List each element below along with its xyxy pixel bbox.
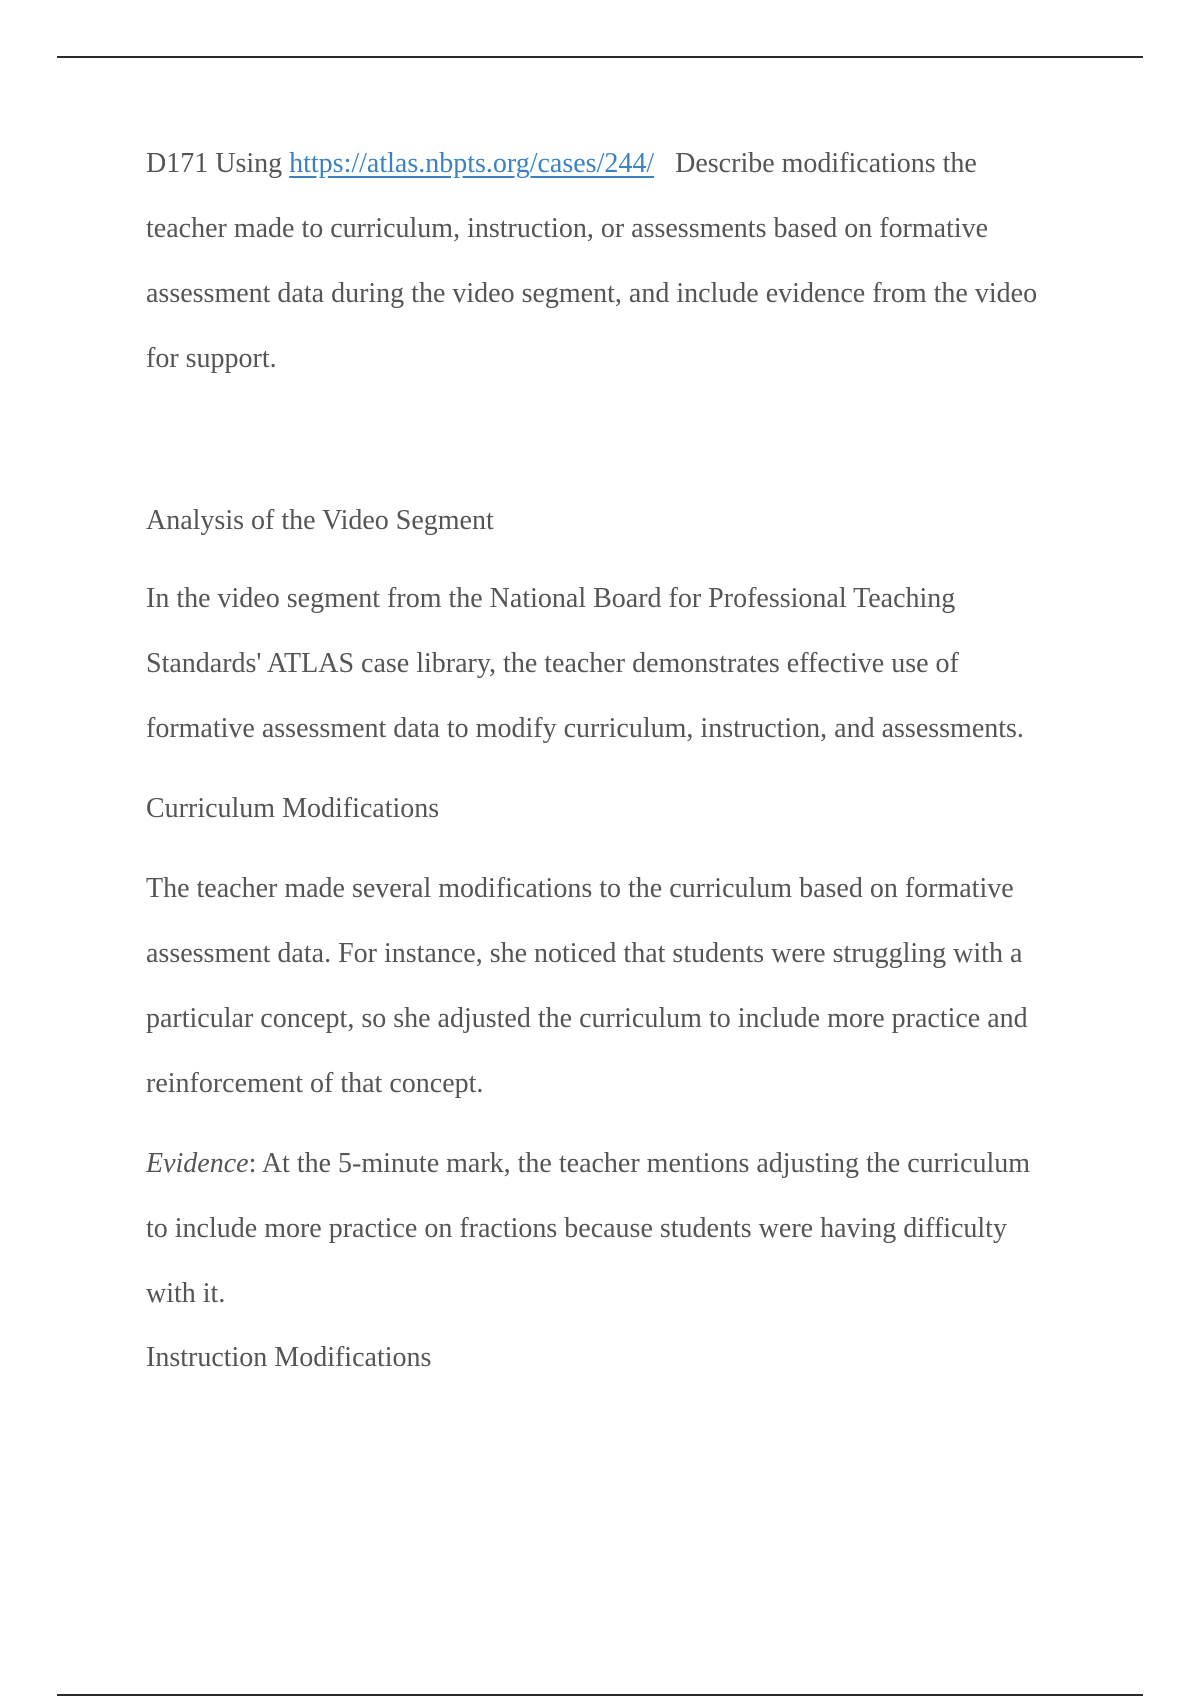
curriculum-line: assessment data. For instance, she noticed that students were struggling with a <box>146 938 1023 969</box>
curriculum-line: particular concept, so she adjusted the curriculum to include more practice and <box>146 1003 1028 1034</box>
curriculum-paragraph <box>146 856 1028 1116</box>
prompt-line-2: teacher made to curriculum, instruction, or assessments based on formative <box>146 213 989 244</box>
atlas-case-link[interactable]: https://atlas.nbpts.org/cases/244/ <box>289 148 655 179</box>
curriculum-line: The teacher made several modifications to the curriculum based on formative <box>146 873 1014 904</box>
prompt-line-1-rest: Describe modifications the <box>654 148 977 179</box>
evidence-line-1-rest: : At the 5-minute mark, the teacher mentions adjusting the curriculum <box>248 1148 1031 1179</box>
heading-curriculum: Curriculum Modifications <box>146 793 440 824</box>
intro-line: Standards' ATLAS case library, the teacher demonstrates effective use of <box>146 648 959 679</box>
intro-line: In the video segment from the National Board for Professional Teaching <box>146 583 956 614</box>
curriculum-line: reinforcement of that concept. <box>146 1068 484 1099</box>
prompt-paragraph <box>146 131 1037 391</box>
evidence-paragraph <box>146 1131 1030 1326</box>
prompt-line-3: assessment data during the video segment, and include evidence from the video <box>146 278 1038 309</box>
heading-instruction: Instruction Modifications <box>146 1342 432 1373</box>
heading-analysis: Analysis of the Video Segment <box>146 505 494 536</box>
intro-line: formative assessment data to modify curriculum, instruction, and assessments. <box>146 713 1024 744</box>
prompt-line-1 <box>146 131 1037 196</box>
evidence-label: Evidence <box>146 1148 249 1179</box>
evidence-line-3: with it. <box>146 1278 226 1309</box>
header-rule <box>57 56 1143 58</box>
prompt-line-4: for support. <box>146 343 277 374</box>
footer-rule <box>57 1694 1143 1696</box>
evidence-line-2: to include more practice on fractions because students were having difficulty <box>146 1213 1007 1244</box>
evidence-line-1 <box>146 1131 1030 1196</box>
intro-paragraph <box>146 566 1024 761</box>
prompt-prefix: D171 Using <box>146 148 290 179</box>
